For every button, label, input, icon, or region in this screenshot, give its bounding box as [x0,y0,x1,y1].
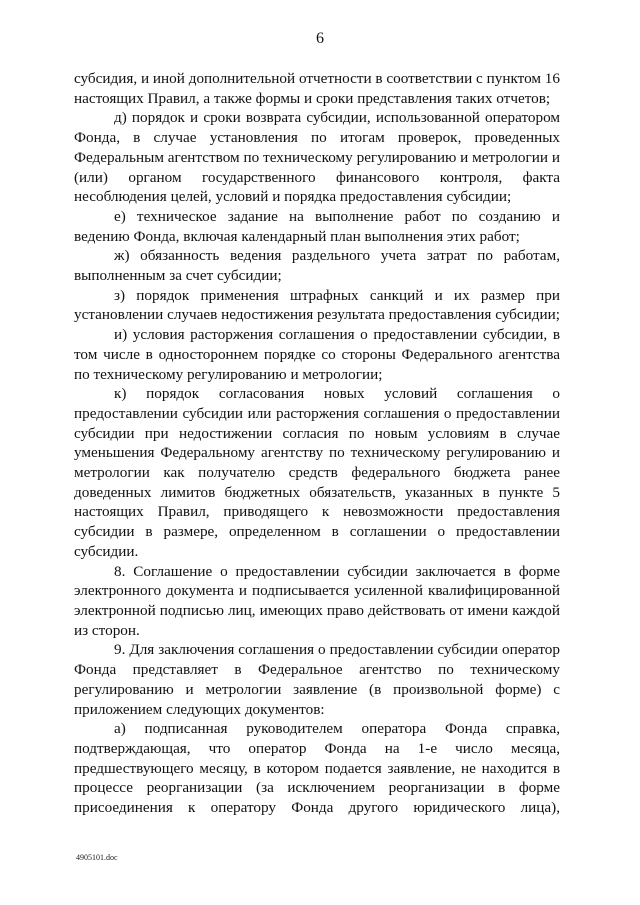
document-body [74,69,560,818]
paragraph-item-k: к) порядок согласования новых условий соглашения о предоставлении субсидии или расторжения соглашения о предоставлении субсидии при недостижении согласия по новым условиям в случае уменьшения Федеральному агентству по техническому регулированию и метрологии как получателю средств федерального бюджета ранее доведенных лимитов бюджетных обязательств, указанных в пункте 5 настоящих Правил, приводящего к невозможности предоставления субсидии в размере, определенном в соглашении о предоставлении субсидии. [74,385,560,560]
paragraph-item-a: а) подписанная руководителем оператора Фонда справка, подтверждающая, что оператор Фонда на 1-е число месяца, предшествующего месяцу, в котором подается заявление, не находится в процессе реорганизации (за исключением реорганизации в форме присоединения к оператору Фонда другого юридического лица), [74,720,560,817]
paragraph-item-zh: ж) обязанность ведения раздельного учета затрат по работам, выполненным за счет субсидии; [74,247,560,285]
page-number: 6 [316,30,324,47]
file-reference-footer: 4905101.doc [76,853,118,862]
paragraph-item-e: е) техническое задание на выполнение работ по созданию и ведению Фонда, включая календарный план выполнения этих работ; [74,207,560,245]
paragraph-item-d: д) порядок и сроки возврата субсидии, использованной оператором Фонда, в случае установления по итогам проверок, проведенных Федеральным агентством по техническому регулированию и метрологии и (или) органом государственного финансового контроля, факта несоблюдения целей, условий и порядка предоставления субсидии; [74,109,560,206]
paragraph-item-z: з) порядок применения штрафных санкций и их размер при установлении случаев недостижения результата предоставления субсидии; [74,286,560,324]
paragraph-section-8: 8. Соглашение о предоставлении субсидии заключается в форме электронного документа и подписывается усиленной квалифицированной электронной подписью лиц, имеющих право действовать от имени каждой из сторон. [74,562,560,639]
paragraph-section-9: 9. Для заключения соглашения о предоставлении субсидии оператор Фонда представляет в Федеральное агентство по техническому регулированию и метрологии заявление (в произвольной форме) с приложением следующих документов: [74,641,560,718]
paragraph-item-i: и) условия расторжения соглашения о предоставлении субсидии, в том числе в одностороннем порядке со стороны Федерального агентства по техническому регулированию и метрологии; [74,326,560,383]
paragraph-continuation: субсидия, и иной дополнительной отчетности в соответствии с пунктом 16 настоящих Правил, а также формы и сроки представления таких отчетов; [74,70,560,107]
